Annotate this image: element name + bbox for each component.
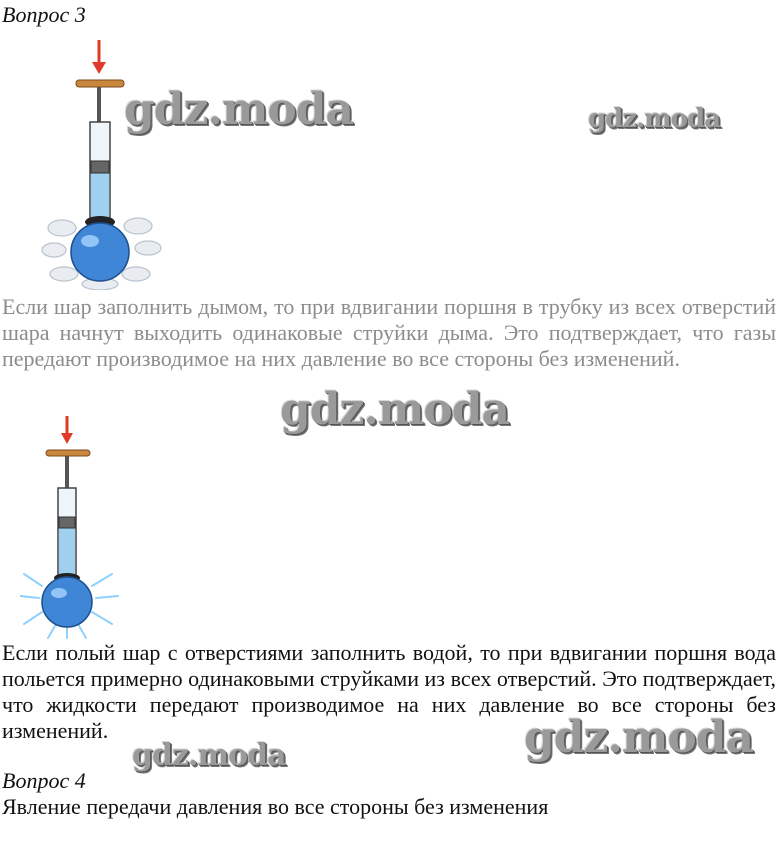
pascal-ball (71, 223, 129, 281)
watermark-5: gdz.moda (132, 738, 286, 773)
watermark-2: gdz.moda (588, 104, 721, 134)
pascal-ball-smoke-illustration (40, 38, 180, 290)
force-arrow-head (61, 433, 73, 444)
watermark-3: gdz.moda (280, 384, 510, 435)
pascal-ball-water-illustration (20, 414, 130, 640)
question-4-answer: Явление передачи давления во все стороны без изменения (2, 794, 549, 819)
pump-handle (76, 80, 124, 87)
question-4-heading: Вопрос 4 (2, 768, 86, 793)
ball-highlight (51, 588, 67, 598)
force-arrow-head (92, 62, 106, 74)
piston (91, 161, 109, 173)
piston (59, 517, 75, 528)
question-3-heading: Вопрос 3 (2, 2, 86, 27)
watermark-1: gdz.moda (124, 84, 354, 135)
paragraph-gas: Если шар заполнить дымом, то при вдвигании поршня в трубку из всех отверстий шара начнут выходить одинаковые струйки дыма. Это подтверждает, что газы передают производимое на них давление во все стороны без изменений. (2, 294, 776, 371)
ball-highlight (81, 235, 99, 247)
cylinder-fill (59, 528, 75, 577)
watermark-4: gdz.moda (524, 712, 754, 763)
pump-handle (46, 450, 90, 456)
pascal-ball (42, 577, 92, 627)
cylinder-fill (91, 173, 109, 221)
paragraph-liquid: Если полый шар с отверстиями заполнить водой, то при вдвигании поршня вода польется примерно одинаковыми струйками из всех отверстий. Это подтверждает, что жидкости передают производимое на них давление во все стороны без изменений. (2, 640, 776, 743)
